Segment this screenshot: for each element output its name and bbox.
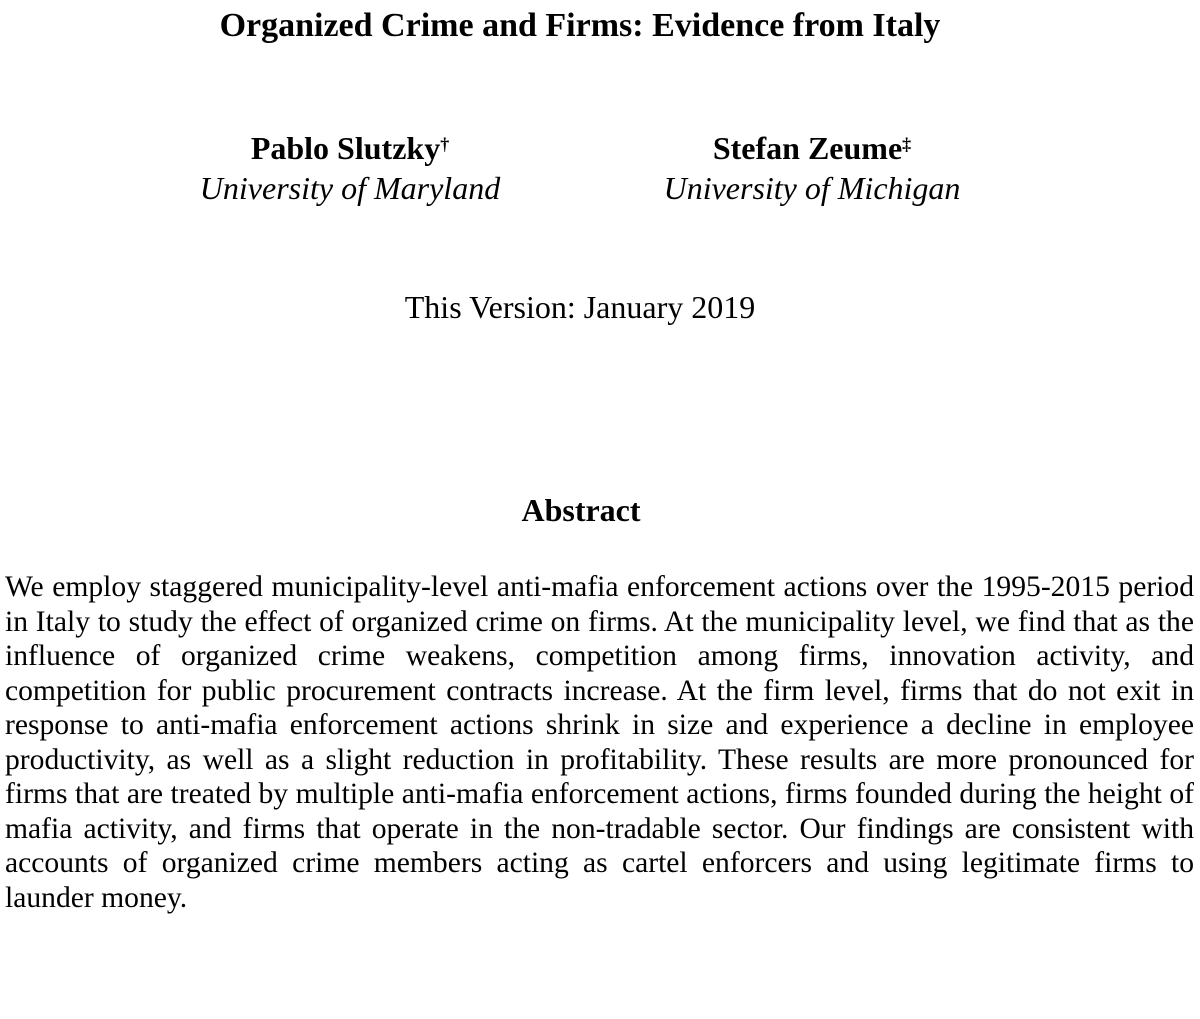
version-date: This Version: January 2019 <box>404 289 756 325</box>
author-name-2-text: Stefan Zeume <box>712 130 903 166</box>
paper-title: Organized Crime and Firms: Evidence from Italy <box>219 7 941 44</box>
abstract-text: We employ staggered municipality-level anti-mafia enforcement actions over the 1995-2015 period in Italy to study the effect of organized crime on firms. At the municipality level, we find that as the influence of organized crime weakens, competition among firms, innovation activity, and competition for public procurement contracts increase. At the firm level, firms that do not exit in response to anti-mafia enforcement actions shrink in size and experience a decline in employee productivity, as well as a slight reduction in profitability. These results are more pronounced for firms that are treated by multiple anti-mafia enforcement actions, firms founded during the height of mafia activity, and firms that operate in the non-tradable sector. Our findings are consistent with accounts of organized crime members acting as cartel enforcers and using legitimate firms to launder money. <box>5 571 1194 914</box>
author-block-2 <box>612 128 1012 208</box>
author-name-1 <box>150 128 550 168</box>
author-block-1 <box>150 128 550 208</box>
author-affiliation-1: University of Maryland <box>199 170 501 206</box>
author-footnote-mark-1: † <box>440 134 450 154</box>
author-affiliation-2: University of Michigan <box>663 170 961 206</box>
abstract-heading: Abstract <box>521 492 641 528</box>
author-footnote-mark-2: ‡ <box>902 134 912 154</box>
author-name-2 <box>612 128 1012 168</box>
author-name-1-text: Pablo Slutzky <box>250 130 441 166</box>
